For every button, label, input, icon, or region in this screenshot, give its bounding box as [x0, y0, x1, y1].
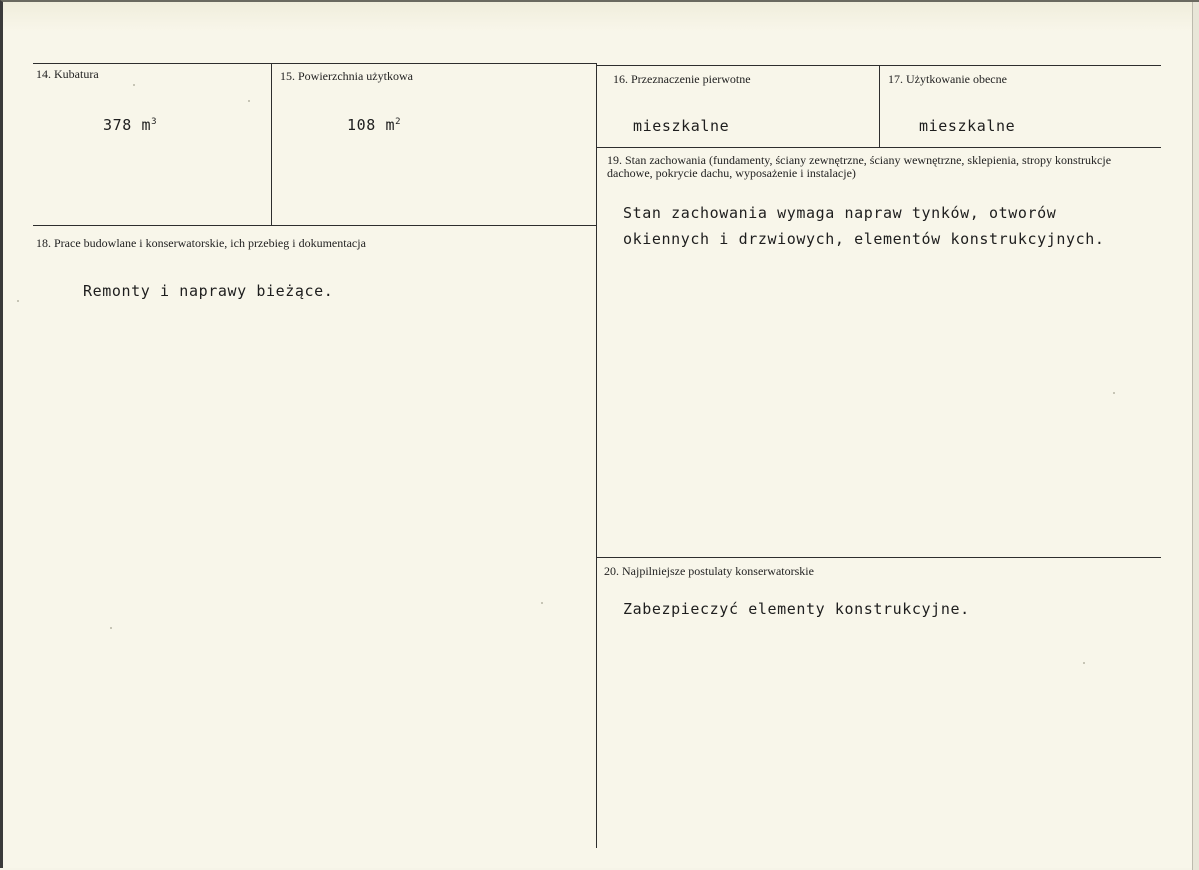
field-19-value: Stan zachowania wymaga napraw tynków, otworów okiennych i drzwiowych, elementów konstrukcyjnych. [623, 204, 1105, 248]
field-17-value: mieszkalne [919, 117, 1016, 135]
field-19-label: 19. Stan zachowania (fundamenty, ściany zewnętrzne, ściany wewnętrzne, sklepienia, stropy konstrukcje dachowe, pokrycie dachu, wyposażenie i instalacje) [607, 153, 1112, 180]
card-edge [1192, 2, 1199, 870]
paper-speck [17, 300, 19, 302]
paper-speck [1113, 392, 1115, 394]
rule-under-16-17 [597, 147, 1161, 148]
field-15-label: 15. Powierzchnia użytkowa [280, 69, 413, 83]
field-14-exponent: 3 [151, 117, 158, 127]
field-18-label: 18. Prace budowlane i konserwatorskie, ich przebieg i dokumentacja [36, 236, 366, 250]
field-20-value: Zabezpieczyć elementy konstrukcyjne. [623, 600, 970, 618]
top-rule-left [33, 63, 597, 64]
paper-speck [133, 84, 135, 86]
field-16-value: mieszkalne [633, 117, 730, 135]
field-17-label: 17. Użytkowanie obecne [888, 72, 1007, 86]
paper-speck [110, 627, 112, 629]
field-15-value [347, 116, 401, 134]
paper-speck [1083, 662, 1085, 664]
field-20-label: 20. Najpilniejsze postulaty konserwatorskie [604, 564, 814, 578]
field-14-number: 378 m [103, 116, 152, 134]
divider-14-15 [271, 63, 272, 226]
paper-speck [248, 100, 250, 102]
paper-speck [541, 602, 543, 604]
field-15-number: 108 m [347, 116, 396, 134]
divider-16-17 [879, 65, 880, 148]
rule-under-14-15 [33, 225, 597, 226]
field-15-exponent: 2 [395, 117, 402, 127]
field-14-value [103, 116, 157, 134]
center-divider [596, 63, 597, 848]
field-16-label: 16. Przeznaczenie pierwotne [613, 72, 751, 86]
rule-above-20 [597, 557, 1161, 558]
field-18-value: Remonty i naprawy bieżące. [83, 282, 334, 300]
field-14-label: 14. Kubatura [36, 67, 99, 81]
